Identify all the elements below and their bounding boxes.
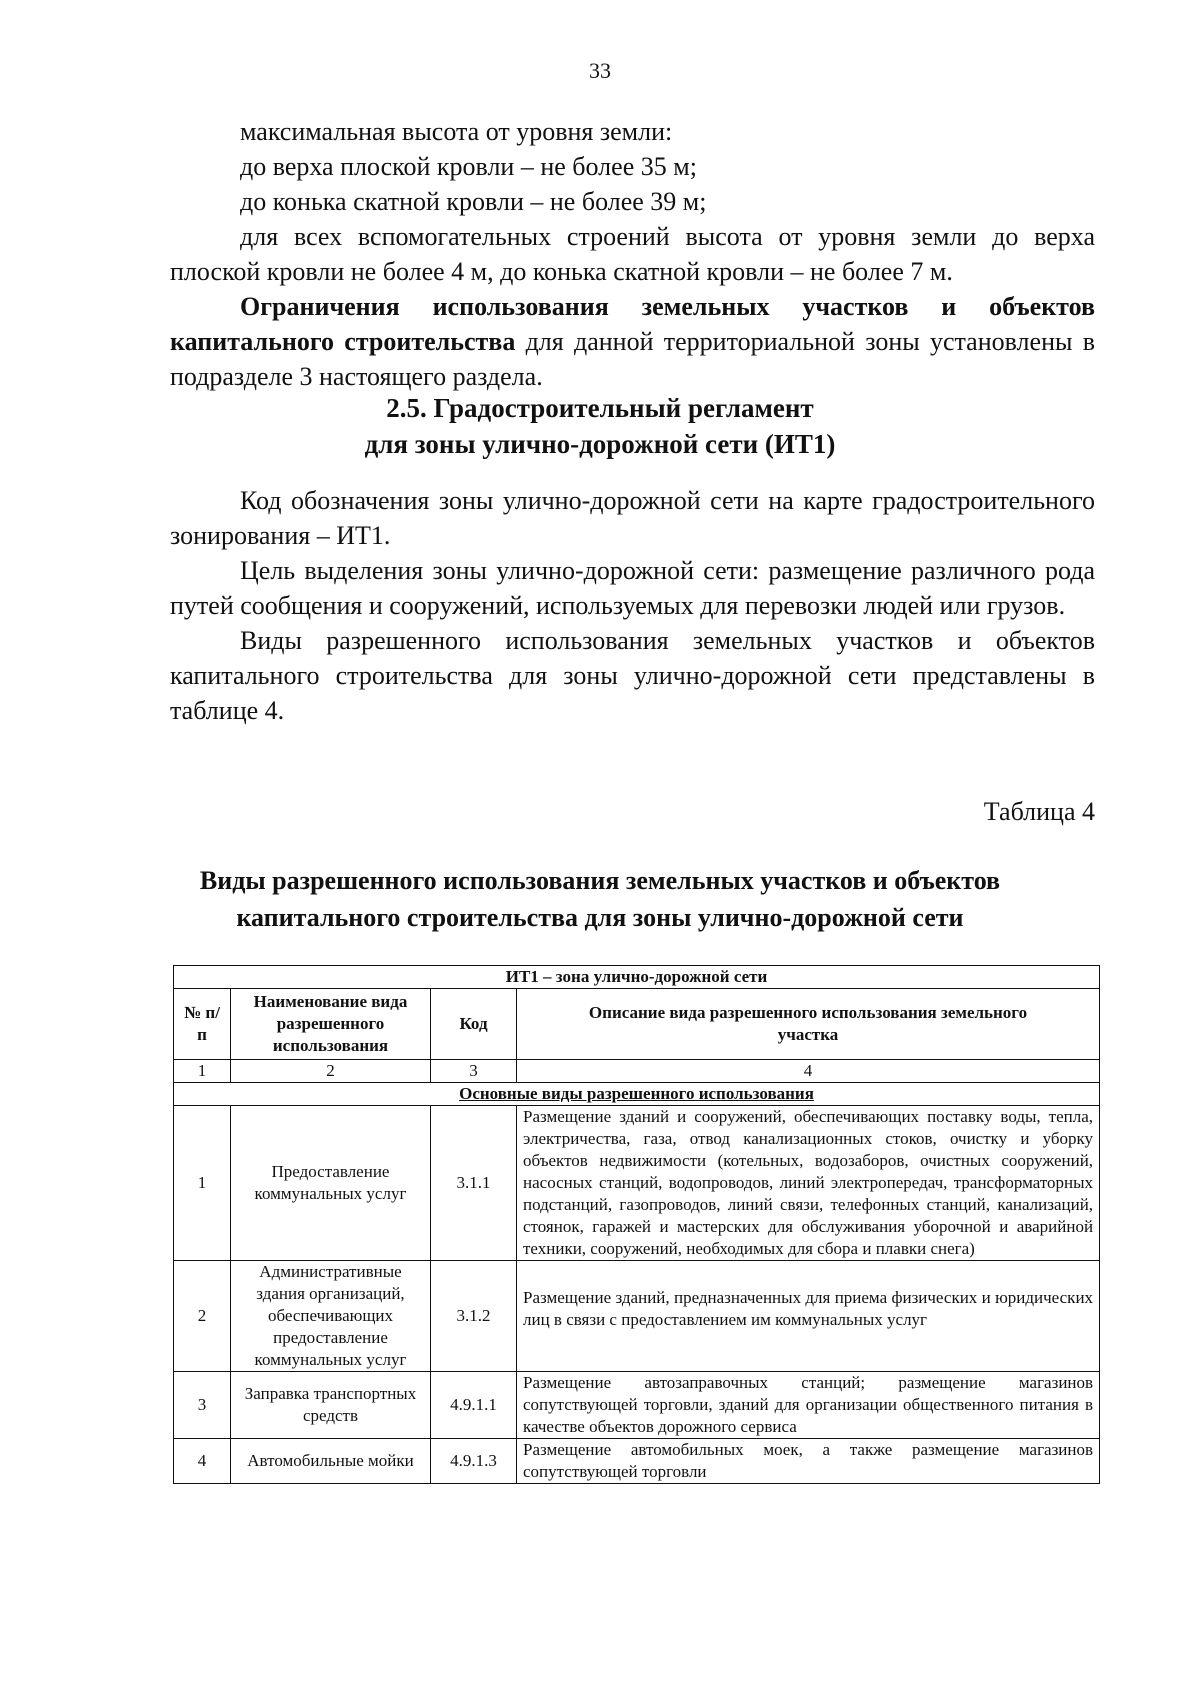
- row-number: 1: [174, 1106, 231, 1261]
- row-number: 3: [174, 1372, 231, 1439]
- row-use-name: Заправка транспортных средств: [231, 1372, 431, 1439]
- zone-header-row: [174, 966, 1100, 989]
- row-use-name: Предоставление коммунальных услуг: [231, 1106, 431, 1261]
- table-row: [174, 1372, 1100, 1439]
- column-number: 2: [231, 1060, 431, 1083]
- row-description: Размещение зданий, предназначенных для приема физических и юридических лиц в связи с предоставлением им коммунальных услуг: [517, 1261, 1100, 1372]
- permitted-uses-table: [173, 965, 1100, 1484]
- restrictions-rest: для данной территориальной зоны установлены в подразделе 3 настоящего раздела.: [170, 327, 1095, 391]
- permitted-uses-paragraph: Виды разрешенного использования земельных участков и объектов капитального строительства для зоны улично-дорожной сети представлены в таблице 4.: [170, 626, 1095, 725]
- zone-purpose-paragraph: Цель выделения зоны улично-дорожной сети: размещение различного рода путей сообщения и сооружений, используемых для перевозки людей или грузов.: [170, 556, 1095, 620]
- row-description: Размещение зданий и сооружений, обеспечивающих поставку воды, тепла, электричества, газа, отвод канализационных стоков, очистку и уборку объектов недвижимости (котельных, водозаборов, очистных сооружений, насосных станций, водопроводов, линий электропередач, трансформаторных подстанций, газопроводов, линий связи, телефонных станций, канализаций, стоянок, гаражей и мастерских для обслуживания уборочной и аварийной техники, сооружений, необходимых для сбора и плавки снега): [517, 1106, 1100, 1261]
- column-number: 3: [431, 1060, 517, 1083]
- table-row: [174, 1106, 1100, 1261]
- section-header-row: [174, 1083, 1100, 1106]
- column-header-num: № п/п: [174, 989, 231, 1060]
- table-row: [174, 1439, 1100, 1484]
- intro-line: до верха плоской кровли – не более 35 м;: [240, 152, 697, 181]
- column-number: 4: [517, 1060, 1100, 1083]
- row-number: 2: [174, 1261, 231, 1372]
- column-header-row: [174, 989, 1100, 1060]
- table-label: Таблица 4: [983, 797, 1095, 826]
- section-header: Основные виды разрешенного использования: [174, 1083, 1100, 1106]
- table-title: [0, 862, 1200, 936]
- row-code: 3.1.1: [431, 1106, 517, 1261]
- page-number: 33: [589, 58, 611, 83]
- zone-header: ИТ1 – зона улично-дорожной сети: [174, 966, 1100, 989]
- restrictions-paragraph: [170, 289, 1095, 394]
- column-header-code: Код: [431, 989, 517, 1060]
- row-description: Размещение автозаправочных станций; размещение магазинов сопутствующей торговли, зданий для организации общественного питания в качестве объектов дорожного сервиса: [517, 1372, 1100, 1439]
- intro-line: для всех вспомогательных строений высота от уровня земли до верха плоской кровли не более 4 м, до конька скатной кровли – не более 7 м.: [170, 222, 1095, 286]
- section-heading: [0, 390, 1200, 462]
- row-code: 4.9.1.1: [431, 1372, 517, 1439]
- intro-line: до конька скатной кровли – не более 39 м;: [240, 187, 707, 216]
- column-number: 1: [174, 1060, 231, 1083]
- section-heading-line1: 2.5. Градостроительный регламент: [386, 393, 814, 423]
- restrictions-bold: Ограничения использования земельных участков и объектов капитального строительства: [170, 292, 1095, 356]
- row-code: 4.9.1.3: [431, 1439, 517, 1484]
- row-use-name: Административные здания организаций, обеспечивающих предоставление коммунальных услуг: [231, 1261, 431, 1372]
- zone-code-paragraph: Код обозначения зоны улично-дорожной сети на карте градостроительного зонирования – ИТ1.: [170, 486, 1095, 550]
- table-title-line1: Виды разрешенного использования земельных участков и объектов: [199, 866, 1001, 895]
- intro-line: максимальная высота от уровня земли:: [240, 117, 673, 146]
- height-limits-block: [170, 114, 1095, 394]
- column-numbers-row: [174, 1060, 1100, 1083]
- table-title-line2: капитального строительства для зоны улично-дорожной сети: [236, 903, 964, 932]
- row-description: Размещение автомобильных моек, а также размещение магазинов сопутствующей торговли: [517, 1439, 1100, 1484]
- row-code: 3.1.2: [431, 1261, 517, 1372]
- table-row: [174, 1261, 1100, 1372]
- column-header-description: Описание вида разрешенного использования земельного участка: [517, 989, 1100, 1060]
- zone-description-block: [170, 483, 1095, 728]
- section-heading-line2: для зоны улично-дорожной сети (ИТ1): [364, 429, 836, 459]
- row-number: 4: [174, 1439, 231, 1484]
- column-header-name: Наименование вида разрешенного использования: [231, 989, 431, 1060]
- row-use-name: Автомобильные мойки: [231, 1439, 431, 1484]
